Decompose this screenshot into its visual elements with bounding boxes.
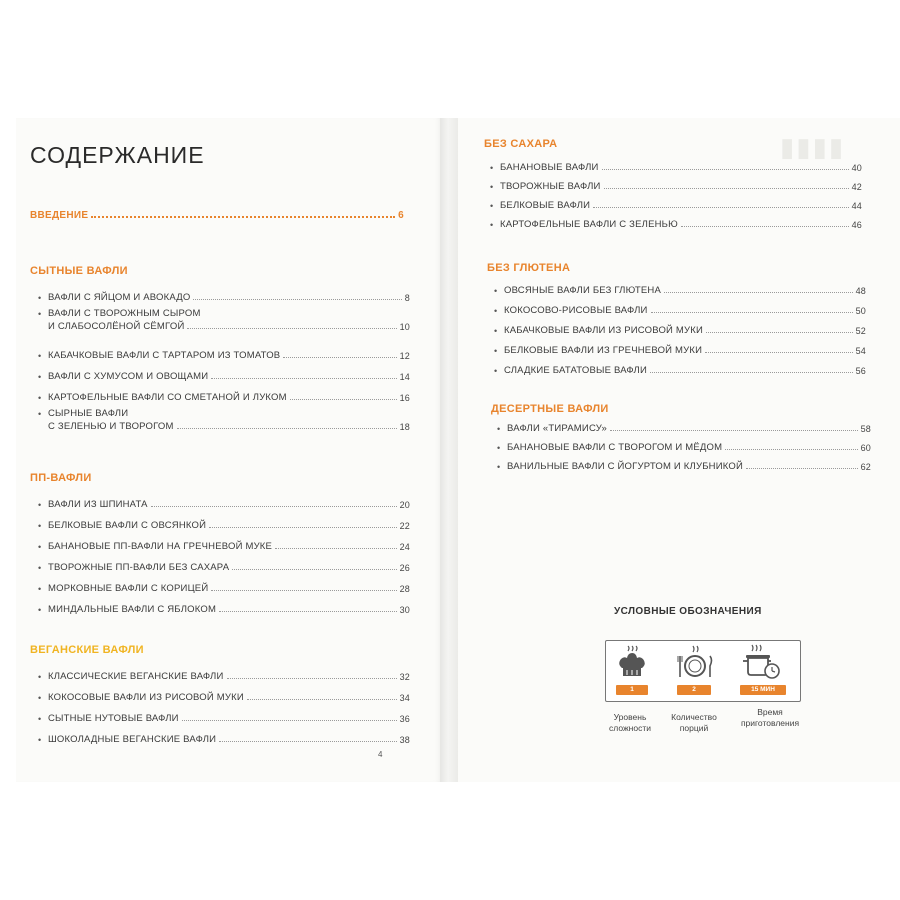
toc-entry[interactable]: • КОКОСОВЫЕ ВАФЛИ ИЗ РИСОВОЙ МУКИ 34 [38, 692, 410, 703]
time-badge: 15 МИН [740, 685, 786, 695]
bullet-icon: • [490, 182, 494, 192]
legend-caption-servings: Количество порций [671, 712, 717, 733]
bullet-icon: • [490, 163, 494, 173]
difficulty-badge: 1 [616, 685, 648, 695]
toc-entry[interactable]: • СЫРНЫЕ ВАФЛИ С ЗЕЛЕНЬЮ И ТВОРОГОМ 18 [38, 408, 410, 432]
bullet-icon: • [38, 542, 42, 552]
toc-entry[interactable]: • ВАФЛИ С ЯЙЦОМ И АВОКАДО 8 [38, 292, 410, 303]
toc-entry[interactable]: • БАНАНОВЫЕ ПП-ВАФЛИ НА ГРЕЧНЕВОЙ МУКЕ 24 [38, 541, 410, 552]
toc-entry[interactable]: • БЕЛКОВЫЕ ВАФЛИ 44 [490, 200, 862, 211]
bullet-icon: • [38, 309, 42, 319]
toc-entry[interactable]: • КАБАЧКОВЫЕ ВАФЛИ С ТАРТАРОМ ИЗ ТОМАТОВ 12 [38, 350, 410, 361]
toc-entry[interactable]: • БАНАНОВЫЕ ВАФЛИ 40 [490, 162, 862, 173]
book-spine [440, 118, 458, 782]
bullet-icon: • [38, 409, 42, 419]
bullet-icon: • [494, 346, 498, 356]
bullet-icon: • [38, 672, 42, 682]
section-heading-hearty: СЫТНЫЕ ВАФЛИ [30, 265, 128, 277]
toc-entry[interactable]: • КЛАССИЧЕСКИЕ ВЕГАНСКИЕ ВАФЛИ 32 [38, 671, 410, 682]
toc-entry[interactable]: • МОРКОВНЫЕ ВАФЛИ С КОРИЦЕЙ 28 [38, 583, 410, 594]
section-heading-gluten-free: БЕЗ ГЛЮТЕНА [487, 262, 571, 274]
bullet-icon: • [38, 584, 42, 594]
bullet-icon: • [38, 735, 42, 745]
leader-dots [91, 216, 395, 218]
bullet-icon: • [497, 462, 501, 472]
toc-entry[interactable]: • ШОКОЛАДНЫЕ ВЕГАНСКИЕ ВАФЛИ 38 [38, 734, 410, 745]
toc-entry[interactable]: • ТВОРОЖНЫЕ ПП-ВАФЛИ БЕЗ САХАРА 26 [38, 562, 410, 573]
chef-hat-icon [612, 644, 652, 682]
bullet-icon: • [497, 424, 501, 434]
toc-entry[interactable]: • ВАФЛИ С ТВОРОЖНЫМ СЫРОМ И СЛАБОСОЛЁНОЙ СЁМГОЙ 10 [38, 308, 410, 332]
bullet-icon: • [494, 286, 498, 296]
toc-entry[interactable]: • ВАФЛИ «ТИРАМИСУ» 58 [497, 423, 871, 434]
section-list-pp [38, 494, 410, 615]
toc-entry[interactable]: • МИНДАЛЬНЫЕ ВАФЛИ С ЯБЛОКОМ 30 [38, 604, 410, 615]
intro-label: ВВЕДЕНИЕ [30, 210, 89, 221]
toc-intro-entry[interactable] [30, 210, 404, 221]
toc-entry[interactable]: • КАРТОФЕЛЬНЫЕ ВАФЛИ С ЗЕЛЕНЬЮ 46 [490, 219, 862, 230]
legend-caption-time: Время приготовления [740, 707, 800, 728]
bullet-icon: • [494, 326, 498, 336]
section-list-hearty [38, 287, 410, 440]
bullet-icon: • [38, 521, 42, 531]
bullet-icon: • [38, 500, 42, 510]
toc-title: СОДЕРЖАНИЕ [30, 142, 205, 168]
bullet-icon: • [494, 306, 498, 316]
plate-cutlery-icon [673, 644, 717, 682]
toc-entry[interactable]: • ОВСЯНЫЕ ВАФЛИ БЕЗ ГЛЮТЕНА 48 [494, 285, 866, 296]
toc-entry[interactable]: • КАРТОФЕЛЬНЫЕ ВАФЛИ СО СМЕТАНОЙ И ЛУКОМ 16 [38, 392, 410, 403]
section-list-no-sugar [490, 157, 862, 230]
section-heading-pp: ПП-ВАФЛИ [30, 472, 92, 484]
toc-entry[interactable]: • КОКОСОВО-РИСОВЫЕ ВАФЛИ 50 [494, 305, 866, 316]
toc-entry[interactable]: • СЫТНЫЕ НУТОВЫЕ ВАФЛИ 36 [38, 713, 410, 724]
section-list-dessert [497, 418, 871, 472]
legend-title: УСЛОВНЫЕ ОБОЗНАЧЕНИЯ [614, 606, 762, 617]
intro-page: 6 [398, 210, 404, 221]
bullet-icon: • [494, 366, 498, 376]
section-heading-dessert: ДЕСЕРТНЫЕ ВАФЛИ [491, 403, 609, 415]
toc-entry[interactable]: • БАНАНОВЫЕ ВАФЛИ С ТВОРОГОМ И МЁДОМ 60 [497, 442, 871, 453]
servings-badge: 2 [677, 685, 711, 695]
legend-caption-difficulty: Уровень сложности [609, 712, 651, 733]
pot-timer-icon [740, 643, 784, 683]
bullet-icon: • [38, 351, 42, 361]
bullet-icon: • [38, 605, 42, 615]
bullet-icon: • [490, 220, 494, 230]
toc-entry[interactable]: • ТВОРОЖНЫЕ ВАФЛИ 42 [490, 181, 862, 192]
bullet-icon: • [38, 693, 42, 703]
section-heading-vegan: ВЕГАНСКИЕ ВАФЛИ [30, 644, 144, 656]
toc-entry[interactable]: • БЕЛКОВЫЕ ВАФЛИ С ОВСЯНКОЙ 22 [38, 520, 410, 531]
bullet-icon: • [38, 563, 42, 573]
bullet-icon: • [38, 714, 42, 724]
toc-entry[interactable]: • СЛАДКИЕ БАТАТОВЫЕ ВАФЛИ 56 [494, 365, 866, 376]
page-number: 4 [378, 750, 383, 759]
toc-entry[interactable]: • ВАФЛИ С ХУМУСОМ И ОВОЩАМИ 14 [38, 371, 410, 382]
bullet-icon: • [38, 393, 42, 403]
section-list-gluten-free [494, 280, 866, 376]
bullet-icon: • [497, 443, 501, 453]
section-heading-no-sugar: БЕЗ САХАРА [484, 138, 558, 150]
toc-entry[interactable]: • КАБАЧКОВЫЕ ВАФЛИ ИЗ РИСОВОЙ МУКИ 52 [494, 325, 866, 336]
bullet-icon: • [38, 293, 42, 303]
bullet-icon: • [38, 372, 42, 382]
bullet-icon: • [490, 201, 494, 211]
toc-entry[interactable]: • ВАФЛИ ИЗ ШПИНАТА 20 [38, 499, 410, 510]
toc-entry[interactable]: • БЕЛКОВЫЕ ВАФЛИ ИЗ ГРЕЧНЕВОЙ МУКИ 54 [494, 345, 866, 356]
toc-entry[interactable]: • ВАНИЛЬНЫЕ ВАФЛИ С ЙОГУРТОМ И КЛУБНИКОЙ 62 [497, 461, 871, 472]
bleed-through-decoration: ▮▮▮▮ [780, 132, 846, 162]
section-list-vegan [38, 666, 410, 745]
